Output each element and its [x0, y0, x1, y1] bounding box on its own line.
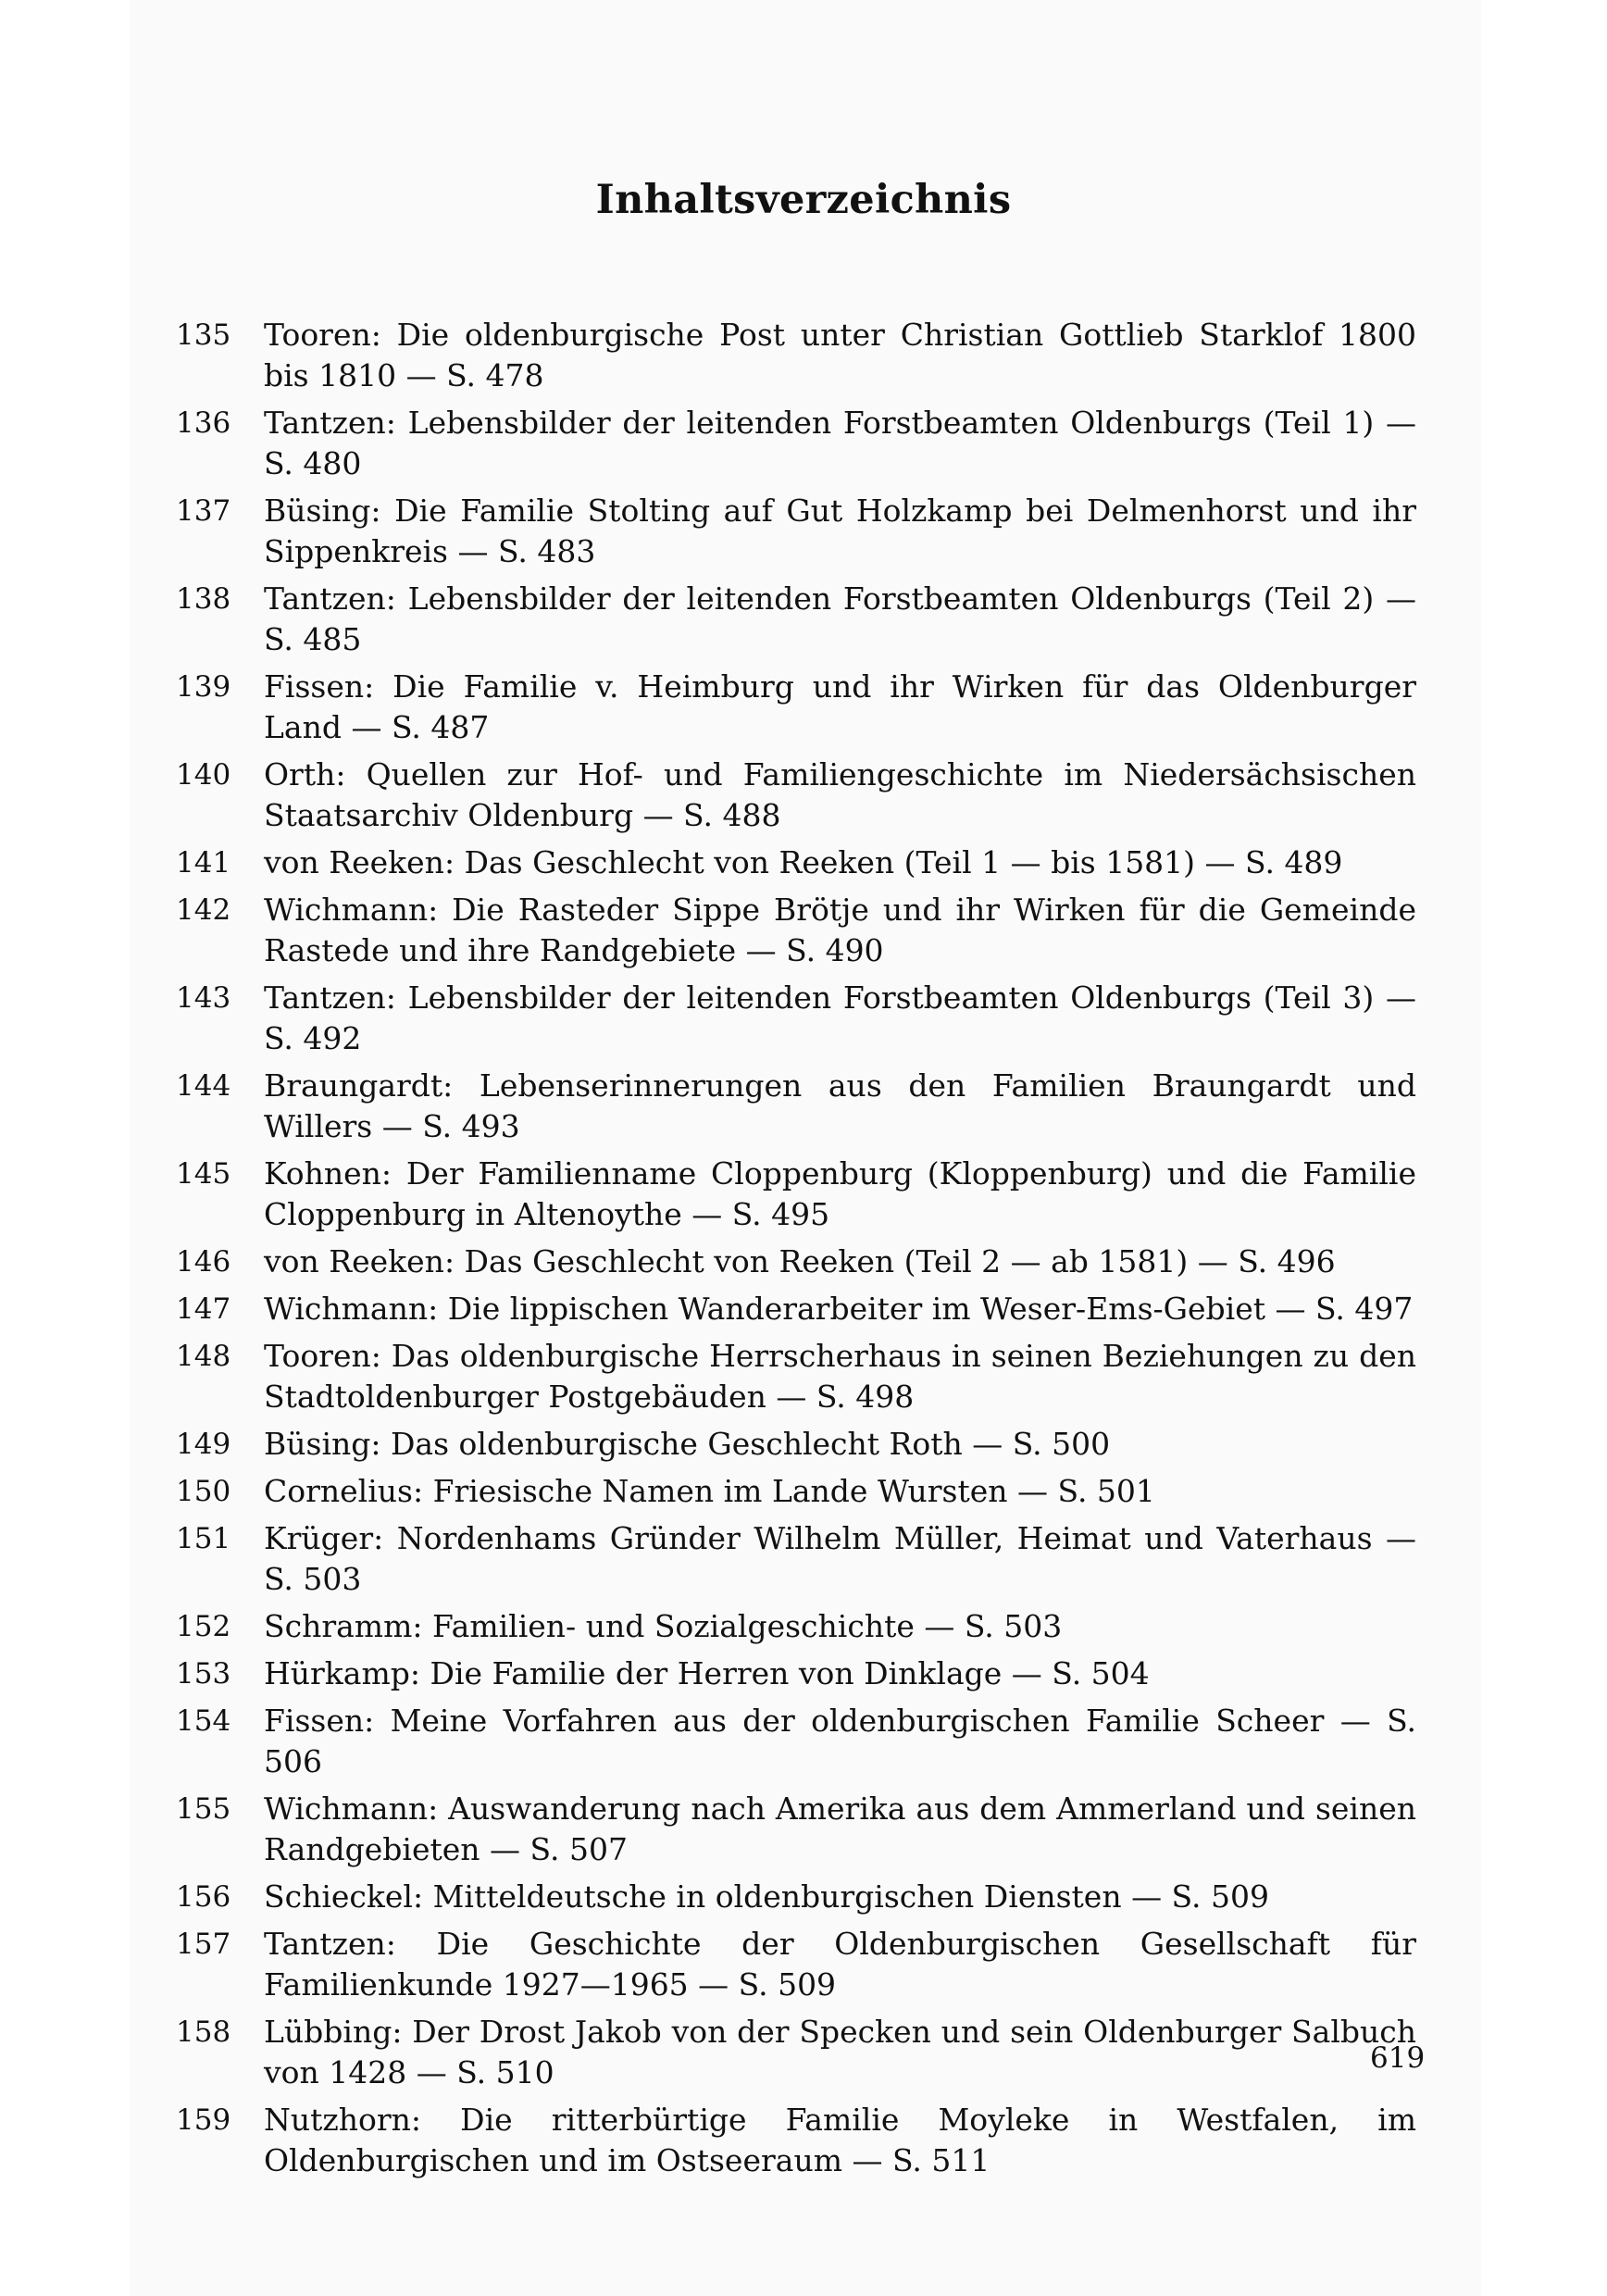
entry-number: 151 — [176, 1522, 231, 1555]
entry-number: 150 — [176, 1475, 231, 1508]
toc-entry — [176, 579, 1416, 660]
toc-entry — [176, 1471, 1416, 1512]
toc-entry — [176, 2012, 1416, 2093]
entry-number: 153 — [176, 1657, 231, 1691]
entry-text: Wichmann: Die lippischen Wanderarbeiter im Weser-Ems-Gebiet — S. 497 — [264, 1291, 1414, 1327]
table-of-contents — [176, 315, 1416, 2188]
entry-number: 138 — [176, 582, 231, 616]
entry-number: 156 — [176, 1880, 231, 1914]
entry-number: 140 — [176, 758, 231, 792]
entry-text: Lübbing: Der Drost Jakob von der Specken und sein Oldenburger Salbuch von 1428 — S. 510 — [264, 2014, 1416, 2090]
toc-entry — [176, 1242, 1416, 1282]
entry-text: Fissen: Die Familie v. Heimburg und ihr Wirken für das Oldenburger Land — S. 487 — [264, 668, 1416, 745]
toc-entry — [176, 1066, 1416, 1147]
toc-entry — [176, 1653, 1416, 1694]
toc-entry — [176, 755, 1416, 836]
entry-text: Schieckel: Mitteldeutsche in oldenburgischen Diensten — S. 509 — [264, 1878, 1269, 1915]
toc-entry — [176, 667, 1416, 748]
toc-entry — [176, 1877, 1416, 1917]
toc-entry — [176, 491, 1416, 572]
entry-number: 152 — [176, 1610, 231, 1643]
page-title: Inhaltsverzeichnis — [595, 176, 1012, 223]
toc-entry — [176, 890, 1416, 971]
entry-text: Braungardt: Lebenserinnerungen aus den Familien Braungardt und Willers — S. 493 — [264, 1067, 1416, 1144]
entry-number: 135 — [176, 318, 231, 352]
toc-entry — [176, 1518, 1416, 1600]
toc-entry — [176, 2100, 1416, 2181]
entry-text: Tantzen: Lebensbilder der leitenden Forstbeamten Oldenburgs (Teil 1) — S. 480 — [264, 405, 1416, 481]
entry-text: Orth: Quellen zur Hof- und Familiengeschichte im Niedersächsischen Staatsarchiv Oldenburg — S. 488 — [264, 756, 1416, 833]
entry-number: 149 — [176, 1428, 231, 1461]
entry-number: 141 — [176, 846, 231, 880]
entry-number: 155 — [176, 1792, 231, 1826]
toc-entry — [176, 1154, 1416, 1235]
entry-text: Tooren: Die oldenburgische Post unter Christian Gottlieb Starklof 1800 bis 1810 — S. 478 — [264, 317, 1416, 393]
entry-text: Kohnen: Der Familienname Cloppenburg (Kloppenburg) und die Familie Cloppenburg in Altenoythe — S. 495 — [264, 1155, 1416, 1232]
toc-entry — [176, 842, 1416, 883]
page-number: 619 — [1370, 2041, 1426, 2075]
toc-entry — [176, 1289, 1416, 1329]
entry-text: Tooren: Das oldenburgische Herrscherhaus in seinen Beziehungen zu den Stadtoldenburger Postgebäuden — S. 498 — [264, 1338, 1416, 1415]
toc-entry — [176, 1336, 1416, 1417]
entry-number: 136 — [176, 406, 231, 440]
toc-entry — [176, 403, 1416, 484]
entry-text: Tantzen: Lebensbilder der leitenden Forstbeamten Oldenburgs (Teil 3) — S. 492 — [264, 980, 1416, 1056]
entry-number: 145 — [176, 1157, 231, 1191]
entry-text: Tantzen: Lebensbilder der leitenden Forstbeamten Oldenburgs (Teil 2) — S. 485 — [264, 580, 1416, 657]
entry-number: 157 — [176, 1928, 231, 1961]
entry-text: Büsing: Die Familie Stolting auf Gut Holzkamp bei Delmenhorst und ihr Sippenkreis — S. 483 — [264, 493, 1416, 569]
toc-entry — [176, 978, 1416, 1059]
entry-number: 159 — [176, 2103, 231, 2137]
entry-text: Tantzen: Die Geschichte der Oldenburgischen Gesellschaft für Familienkunde 1927—1965 — S. 509 — [264, 1926, 1416, 2003]
entry-text: Fissen: Meine Vorfahren aus der oldenburgischen Familie Scheer — S. 506 — [264, 1703, 1416, 1779]
entry-number: 148 — [176, 1340, 231, 1373]
toc-entry — [176, 315, 1416, 396]
entry-text: Cornelius: Friesische Namen im Lande Wursten — S. 501 — [264, 1473, 1155, 1509]
toc-entry — [176, 1424, 1416, 1465]
entry-number: 147 — [176, 1292, 231, 1326]
toc-entry — [176, 1701, 1416, 1782]
entry-number: 144 — [176, 1069, 231, 1103]
entry-number: 143 — [176, 981, 231, 1015]
entry-text: Wichmann: Die Rasteder Sippe Brötje und ihr Wirken für die Gemeinde Rastede und ihre Randgebiete — S. 490 — [264, 892, 1416, 968]
toc-entry — [176, 1606, 1416, 1647]
toc-entry — [176, 1924, 1416, 2005]
entry-text: von Reeken: Das Geschlecht von Reeken (Teil 2 — ab 1581) — S. 496 — [264, 1243, 1336, 1279]
entry-text: Krüger: Nordenhams Gründer Wilhelm Müller, Heimat und Vaterhaus — S. 503 — [264, 1520, 1416, 1597]
entry-number: 142 — [176, 893, 231, 927]
entry-text: Büsing: Das oldenburgische Geschlecht Roth — S. 500 — [264, 1426, 1111, 1462]
toc-entry — [176, 1789, 1416, 1870]
entry-number: 158 — [176, 2015, 231, 2049]
entry-text: Nutzhorn: Die ritterbürtige Familie Moyleke in Westfalen, im Oldenburgischen und im Ostseeraum — S. 511 — [264, 2102, 1416, 2178]
entry-text: Schramm: Familien- und Sozialgeschichte — S. 503 — [264, 1608, 1063, 1644]
entry-number: 137 — [176, 494, 231, 528]
entry-number: 146 — [176, 1245, 231, 1279]
entry-text: Hürkamp: Die Familie der Herren von Dinklage — S. 504 — [264, 1655, 1150, 1691]
entry-number: 154 — [176, 1704, 231, 1738]
entry-number: 139 — [176, 670, 231, 704]
entry-text: Wichmann: Auswanderung nach Amerika aus dem Ammerland und seinen Randgebieten — S. 507 — [264, 1791, 1416, 1867]
entry-text: von Reeken: Das Geschlecht von Reeken (Teil 1 — bis 1581) — S. 489 — [264, 844, 1343, 880]
